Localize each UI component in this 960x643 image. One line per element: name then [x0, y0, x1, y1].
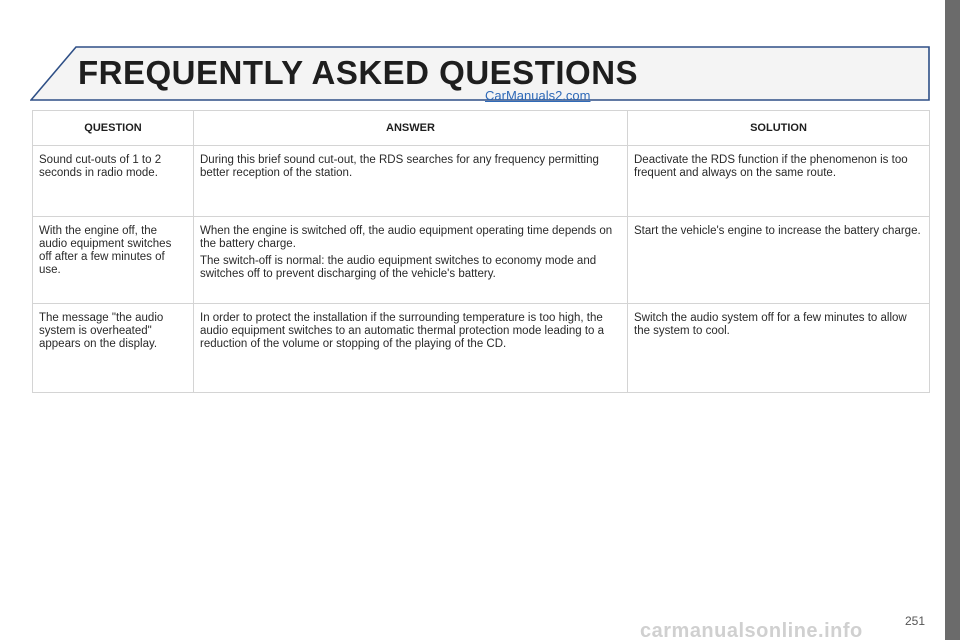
answer-text: When the engine is switched off, the audio equipment operating time depends on the battery charge. — [200, 225, 613, 250]
table-row — [33, 217, 930, 304]
question-text: With the engine off, the audio equipment switches off after a few minutes of use. — [39, 225, 172, 276]
solution-cell — [628, 217, 930, 304]
faq-table — [32, 110, 930, 393]
solution-text: Switch the audio system off for a few minutes to allow the system to cool. — [634, 312, 907, 337]
answer-cell — [194, 146, 628, 217]
question-cell — [33, 217, 194, 304]
column-header-answer: ANSWER — [194, 111, 628, 146]
question-cell — [33, 146, 194, 217]
solution-cell — [628, 304, 930, 393]
column-header-question: QUESTION — [33, 111, 194, 146]
answer-text: The switch-off is normal: the audio equipment switches to economy mode and switches off to prevent discharging of the vehicle's battery. — [200, 255, 597, 280]
question-text: The message "the audio system is overheated" appears on the display. — [39, 312, 164, 350]
title-banner — [30, 46, 930, 102]
table-header-row — [33, 111, 930, 146]
page-edge-bar — [945, 0, 960, 640]
table-row — [33, 146, 930, 217]
question-text: Sound cut-outs of 1 to 2 seconds in radio mode. — [39, 154, 162, 179]
watermark-link[interactable]: CarManuals2.com — [485, 88, 591, 103]
answer-text: In order to protect the installation if the surrounding temperature is too high, the audio equipment switches to an automatic thermal protection mode leading to a reduction of the volume or stopping of the playing of the CD. — [200, 312, 605, 350]
answer-text: During this brief sound cut-out, the RDS searches for any frequency permitting better reception of the station. — [200, 154, 599, 179]
page-number: 251 — [905, 614, 926, 628]
answer-cell — [194, 217, 628, 304]
solution-text: Deactivate the RDS function if the phenomenon is too frequent and always on the same route. — [634, 154, 908, 179]
table-row — [33, 304, 930, 393]
solution-cell — [628, 146, 930, 217]
footer-watermark: carmanualsonline.info — [640, 620, 863, 642]
question-cell — [33, 304, 194, 393]
solution-text: Start the vehicle's engine to increase the battery charge. — [634, 225, 921, 237]
column-header-solution: SOLUTION — [628, 111, 930, 146]
page-title: FREQUENTLY ASKED QUESTIONS — [78, 54, 639, 91]
answer-cell — [194, 304, 628, 393]
